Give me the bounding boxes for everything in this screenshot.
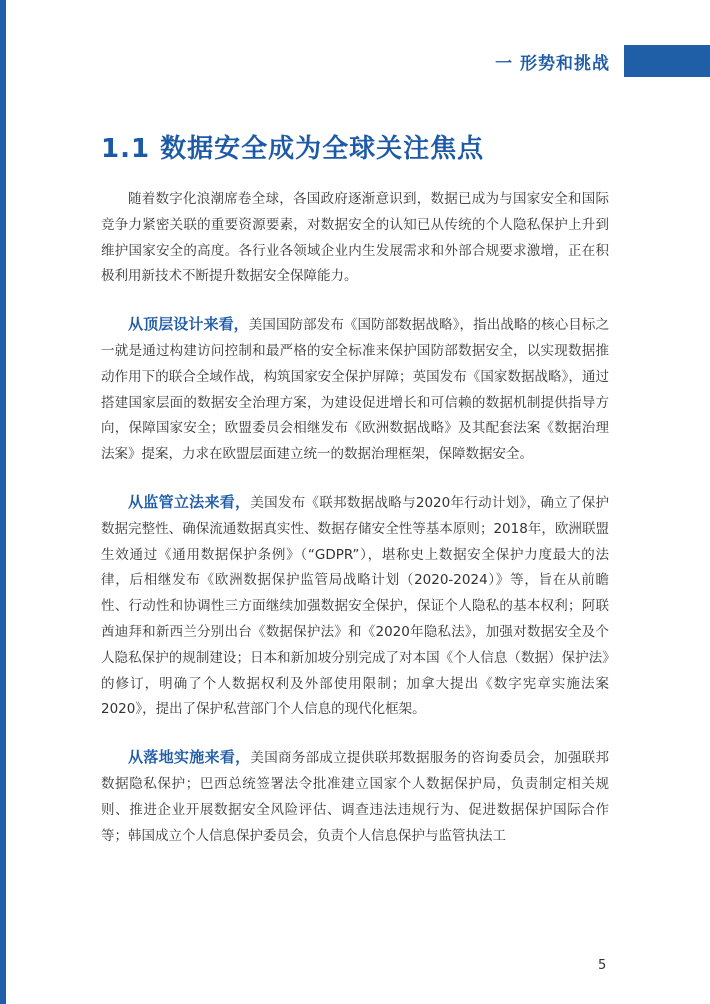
section-header <box>495 45 710 77</box>
left-accent-bar <box>0 0 6 1004</box>
paragraph-text: 随着数字化浪潮席卷全球，各国政府逐渐意识到，数据已成为与国家安全和国际竞争力紧密关联的重要资源要素，对数据安全的认知已从传统的个人隐私保护上升到维护国家安全的高度。各行业各领域企业内生发展需求和外部合规要求激增，正在积极利用新技术不断提升数据安全保障能力。 <box>101 191 609 285</box>
paragraph-lead: 从落地实施来看， <box>128 748 251 767</box>
paragraph-top-level-design <box>101 312 609 468</box>
page-number: 5 <box>598 958 607 973</box>
paragraph-text: 美国国防部发布《国防部数据战略》，指出战略的核心目标之一就是通过构建访问控制和最严格的安全标准来保护国防部数据安全，以实现数据推动作用下的联合全域作战，构筑国家安全保护屏障；英国发布《国家数据战略》，通过搭建国家层面的数据安全治理方案，为建设促进增长和可信赖的数据机制提供指导方向，保障国家安全；欧盟委员会相继发布《欧洲数据战略》及其配套法案《数据治理法案》提案，力求在欧盟层面建立统一的数据治理框架，保障数据安全。 <box>101 317 609 463</box>
paragraph-text: 美国商务部成立提供联邦数据服务的咨询委员会，加强联邦数据隐私保护；巴西总统签署法令批准建立国家个人数据保护局，负责制定相关规则、推进企业开展数据安全风险评估、调查违法违规行为、促进数据保护国际合作等；韩国成立个人信息保护委员会，负责个人信息保护与监管执法工 <box>101 750 609 844</box>
body-content <box>101 187 609 871</box>
paragraph-text: 美国发布《联邦数据战略与2020年行动计划》，确立了保护数据完整性、确保流通数据真实性、数据存储安全性等基本原则；2018年，欧洲联盟生效通过《通用数据保护条例》（“GDPR”），堪称史上数据安全保护力度最大的法律，后相继发布《欧洲数据保护监管局战略计划（2020-2024）》等，旨在从前瞻性、行动性和协调性三方面继续加强数据安全保护，保证个人隐私的基本权利；阿联酋迪拜和新西兰分别出台《数据保护法》和《2020年隐私法》，加强对数据安全及个人隐私保护的规制建设；日本和新加坡分别完成了对本国《个人信息（数据）保护法》的修订，明确了个人数据权利及外部使用限制；加拿大提出《数字宪章实施法案2020》，提出了保护私营部门个人信息的现代化框架。 <box>101 494 609 718</box>
paragraph-lead: 从顶层设计来看， <box>128 315 249 334</box>
paragraph-regulation <box>101 490 609 723</box>
section-label: 一 形势和挑战 <box>495 53 610 74</box>
page-title: 1.1 数据安全成为全球关注焦点 <box>101 134 485 164</box>
paragraph-intro <box>101 187 609 290</box>
paragraph-lead: 从监管立法来看， <box>128 492 251 511</box>
section-header-block <box>624 45 710 77</box>
paragraph-implementation <box>101 745 609 849</box>
